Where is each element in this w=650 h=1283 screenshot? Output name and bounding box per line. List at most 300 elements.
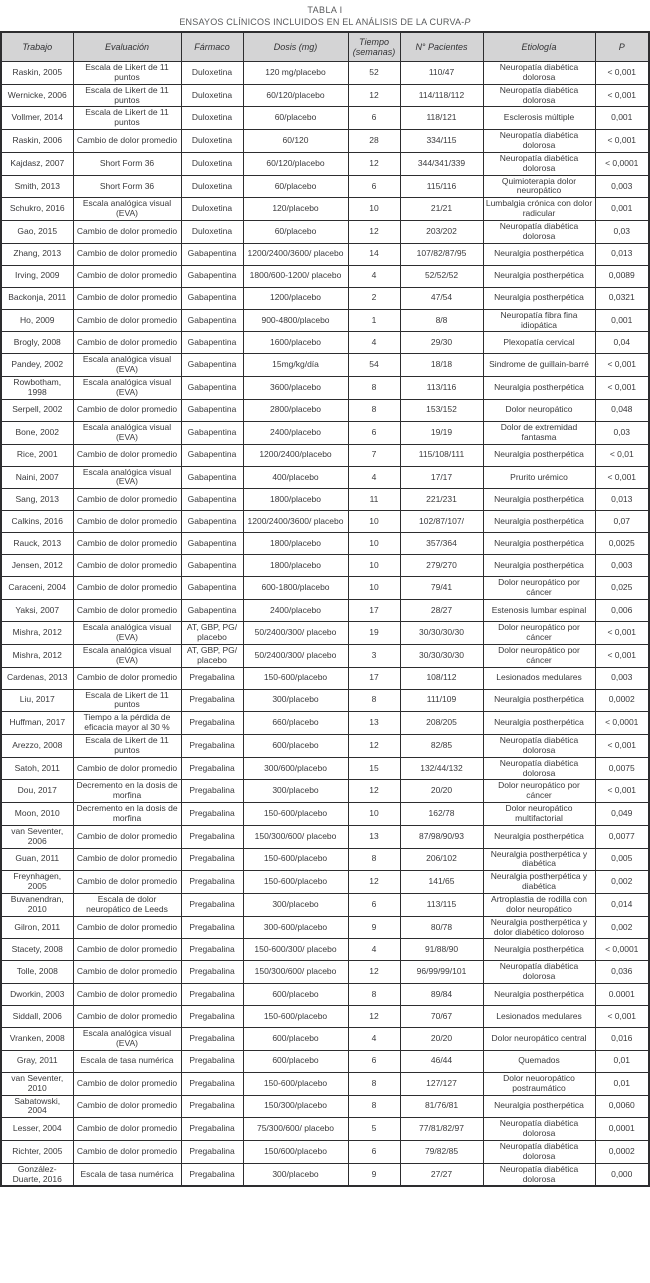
cell-farmaco: Pregabalina <box>181 1050 243 1072</box>
table-row <box>1 984 649 1006</box>
cell-tiempo: 7 <box>348 444 400 466</box>
cell-tiempo: 4 <box>348 265 400 287</box>
cell-tiempo: 12 <box>348 152 400 175</box>
cell-farmaco: Duloxetina <box>181 221 243 244</box>
cell-pacientes: 79/82/85 <box>400 1141 483 1164</box>
cell-trabajo: Schukro, 2016 <box>1 198 73 221</box>
cell-p: < 0,0001 <box>595 152 649 175</box>
column-header-farmaco: Fármaco <box>181 32 243 62</box>
table-row <box>1 198 649 221</box>
cell-pacientes: 91/88/90 <box>400 939 483 961</box>
cell-p: 0,000 <box>595 1163 649 1186</box>
cell-p: 0,013 <box>595 243 649 265</box>
cell-evaluacion: Short Form 36 <box>73 152 181 175</box>
cell-p: 0,0001 <box>595 1118 649 1141</box>
cell-trabajo: Rauck, 2013 <box>1 533 73 555</box>
cell-trabajo: van Seventer, 2010 <box>1 1072 73 1095</box>
cell-evaluacion: Cambio de dolor promedio <box>73 533 181 555</box>
cell-tiempo: 8 <box>348 984 400 1006</box>
cell-farmaco: Pregabalina <box>181 712 243 735</box>
cell-dosis: 1200/2400/3600/ placebo <box>243 511 348 533</box>
cell-dosis: 150-600/placebo <box>243 871 348 894</box>
cell-trabajo: Naini, 2007 <box>1 466 73 489</box>
cell-trabajo: Tolle, 2008 <box>1 961 73 984</box>
cell-trabajo: Sang, 2013 <box>1 489 73 511</box>
cell-farmaco: AT, GBP, PG/ placebo <box>181 644 243 667</box>
cell-farmaco: Gabapentina <box>181 555 243 577</box>
table-caption <box>0 0 650 27</box>
cell-evaluacion: Cambio de dolor promedio <box>73 489 181 511</box>
cell-trabajo: Stacety, 2008 <box>1 939 73 961</box>
cell-dosis: 60/120 <box>243 130 348 153</box>
cell-tiempo: 10 <box>348 803 400 826</box>
cell-p: 0,001 <box>595 309 649 332</box>
cell-pacientes: 20/20 <box>400 1028 483 1051</box>
cell-farmaco: Pregabalina <box>181 689 243 712</box>
cell-pacientes: 19/19 <box>400 421 483 444</box>
cell-tiempo: 11 <box>348 489 400 511</box>
cell-etiologia: Neuropatía diabética dolorosa <box>483 62 595 85</box>
table-row <box>1 939 649 961</box>
cell-evaluacion: Escala de Likert de 11 puntos <box>73 107 181 130</box>
cell-tiempo: 10 <box>348 198 400 221</box>
cell-trabajo: Dou, 2017 <box>1 780 73 803</box>
cell-farmaco: Pregabalina <box>181 1028 243 1051</box>
cell-evaluacion: Escala de Likert de 11 puntos <box>73 734 181 757</box>
cell-evaluacion: Cambio de dolor promedio <box>73 130 181 153</box>
cell-dosis: 150-600/placebo <box>243 1006 348 1028</box>
cell-tiempo: 8 <box>348 377 400 400</box>
cell-dosis: 900-4800/placebo <box>243 309 348 332</box>
cell-farmaco: Gabapentina <box>181 377 243 400</box>
table-row <box>1 893 649 916</box>
cell-tiempo: 13 <box>348 825 400 848</box>
table-row <box>1 825 649 848</box>
cell-trabajo: Huffman, 2017 <box>1 712 73 735</box>
table-row <box>1 780 649 803</box>
cell-etiologia: Neuralgia postherpética <box>483 489 595 511</box>
cell-p: 0,048 <box>595 399 649 421</box>
cell-etiologia: Quemados <box>483 1050 595 1072</box>
cell-pacientes: 279/270 <box>400 555 483 577</box>
cell-pacientes: 102/87/107/ <box>400 511 483 533</box>
cell-trabajo: Calkins, 2016 <box>1 511 73 533</box>
table-row <box>1 757 649 780</box>
column-header-dosis: Dosis (mg) <box>243 32 348 62</box>
cell-evaluacion: Cambio de dolor promedio <box>73 555 181 577</box>
cell-trabajo: Ho, 2009 <box>1 309 73 332</box>
cell-etiologia: Dolor neuropático multifactorial <box>483 803 595 826</box>
cell-evaluacion: Cambio de dolor promedio <box>73 757 181 780</box>
table-row <box>1 332 649 354</box>
cell-pacientes: 203/202 <box>400 221 483 244</box>
table-row <box>1 62 649 85</box>
cell-trabajo: Cardenas, 2013 <box>1 667 73 689</box>
cell-trabajo: Liu, 2017 <box>1 689 73 712</box>
header-row <box>1 32 649 62</box>
table-row <box>1 1050 649 1072</box>
cell-dosis: 15mg/kg/día <box>243 354 348 377</box>
cell-pacientes: 30/30/30/30 <box>400 644 483 667</box>
cell-dosis: 300/600/placebo <box>243 757 348 780</box>
cell-p: < 0,001 <box>595 622 649 645</box>
cell-etiologia: Neuralgia postherpética <box>483 265 595 287</box>
cell-dosis: 150/300/placebo <box>243 1095 348 1118</box>
cell-etiologia: Prurito urémico <box>483 466 595 489</box>
cell-trabajo: van Seventer, 2006 <box>1 825 73 848</box>
cell-evaluacion: Cambio de dolor promedio <box>73 511 181 533</box>
cell-evaluacion: Escala analógica visual (EVA) <box>73 622 181 645</box>
cell-pacientes: 113/116 <box>400 377 483 400</box>
table-row <box>1 1028 649 1051</box>
cell-pacientes: 79/41 <box>400 577 483 600</box>
cell-dosis: 60/placebo <box>243 175 348 198</box>
cell-trabajo: Serpell, 2002 <box>1 399 73 421</box>
cell-trabajo: Pandey, 2002 <box>1 354 73 377</box>
cell-dosis: 150-600/placebo <box>243 848 348 871</box>
cell-pacientes: 357/364 <box>400 533 483 555</box>
cell-dosis: 1800/placebo <box>243 489 348 511</box>
cell-trabajo: Guan, 2011 <box>1 848 73 871</box>
cell-dosis: 400/placebo <box>243 466 348 489</box>
cell-farmaco: Duloxetina <box>181 198 243 221</box>
cell-tiempo: 19 <box>348 622 400 645</box>
cell-tiempo: 4 <box>348 466 400 489</box>
cell-trabajo: Raskin, 2005 <box>1 62 73 85</box>
cell-pacientes: 18/18 <box>400 354 483 377</box>
table-row <box>1 377 649 400</box>
cell-trabajo: Lesser, 2004 <box>1 1118 73 1141</box>
cell-etiologia: Neuralgia postherpética <box>483 444 595 466</box>
cell-evaluacion: Cambio de dolor promedio <box>73 1006 181 1028</box>
cell-evaluacion: Escala analógica visual (EVA) <box>73 377 181 400</box>
cell-tiempo: 6 <box>348 107 400 130</box>
table-row <box>1 644 649 667</box>
cell-farmaco: Pregabalina <box>181 825 243 848</box>
cell-p: 0,03 <box>595 221 649 244</box>
cell-evaluacion: Decremento en la dosis de morfina <box>73 803 181 826</box>
cell-tiempo: 9 <box>348 1163 400 1186</box>
table-row <box>1 309 649 332</box>
cell-p: < 0,001 <box>595 354 649 377</box>
cell-farmaco: Pregabalina <box>181 1118 243 1141</box>
cell-p: < 0,001 <box>595 644 649 667</box>
cell-tiempo: 6 <box>348 421 400 444</box>
cell-evaluacion: Cambio de dolor promedio <box>73 600 181 622</box>
cell-trabajo: Satoh, 2011 <box>1 757 73 780</box>
cell-tiempo: 10 <box>348 533 400 555</box>
cell-pacientes: 107/82/87/95 <box>400 243 483 265</box>
table-row <box>1 152 649 175</box>
table-row <box>1 265 649 287</box>
cell-dosis: 600-1800/placebo <box>243 577 348 600</box>
cell-evaluacion: Short Form 36 <box>73 175 181 198</box>
cell-dosis: 150/300/600/ placebo <box>243 825 348 848</box>
cell-p: 0,0075 <box>595 757 649 780</box>
cell-evaluacion: Cambio de dolor promedio <box>73 444 181 466</box>
cell-tiempo: 2 <box>348 287 400 309</box>
cell-p: 0,0002 <box>595 1141 649 1164</box>
cell-etiologia: Plexopatía cervical <box>483 332 595 354</box>
cell-etiologia: Dolor neuropático central <box>483 1028 595 1051</box>
cell-p: 0,0060 <box>595 1095 649 1118</box>
cell-trabajo: Moon, 2010 <box>1 803 73 826</box>
cell-pacientes: 82/85 <box>400 734 483 757</box>
cell-etiologia: Neuralgia postherpética <box>483 243 595 265</box>
cell-farmaco: Pregabalina <box>181 961 243 984</box>
cell-trabajo: Vollmer, 2014 <box>1 107 73 130</box>
cell-farmaco: Gabapentina <box>181 511 243 533</box>
cell-dosis: 2800/placebo <box>243 399 348 421</box>
cell-evaluacion: Cambio de dolor promedio <box>73 332 181 354</box>
cell-etiologia: Neuralgia postherpética <box>483 939 595 961</box>
cell-dosis: 1200/2400/placebo <box>243 444 348 466</box>
table-row <box>1 533 649 555</box>
cell-p: < 0,01 <box>595 444 649 466</box>
table-row <box>1 1006 649 1028</box>
cell-p: 0,01 <box>595 1050 649 1072</box>
cell-evaluacion: Cambio de dolor promedio <box>73 916 181 939</box>
cell-p: < 0,001 <box>595 62 649 85</box>
cell-tiempo: 9 <box>348 916 400 939</box>
cell-farmaco: Gabapentina <box>181 287 243 309</box>
column-header-tiempo: Tiempo (semanas) <box>348 32 400 62</box>
cell-etiologia: Neuralgia postherpética <box>483 984 595 1006</box>
cell-trabajo: Zhang, 2013 <box>1 243 73 265</box>
cell-evaluacion: Escala de tasa numérica <box>73 1163 181 1186</box>
cell-pacientes: 153/152 <box>400 399 483 421</box>
cell-trabajo: Irving, 2009 <box>1 265 73 287</box>
column-header-etiologia: Etiología <box>483 32 595 62</box>
cell-p: < 0,001 <box>595 1006 649 1028</box>
cell-farmaco: Duloxetina <box>181 152 243 175</box>
cell-evaluacion: Cambio de dolor promedio <box>73 287 181 309</box>
cell-dosis: 75/300/600/ placebo <box>243 1118 348 1141</box>
cell-pacientes: 81/76/81 <box>400 1095 483 1118</box>
cell-tiempo: 12 <box>348 84 400 107</box>
cell-pacientes: 8/8 <box>400 309 483 332</box>
cell-etiologia: Neuropatía diabética dolorosa <box>483 734 595 757</box>
cell-tiempo: 4 <box>348 332 400 354</box>
cell-pacientes: 46/44 <box>400 1050 483 1072</box>
table-row <box>1 84 649 107</box>
cell-tiempo: 8 <box>348 399 400 421</box>
table-row <box>1 421 649 444</box>
cell-evaluacion: Cambio de dolor promedio <box>73 871 181 894</box>
cell-farmaco: Pregabalina <box>181 757 243 780</box>
table-row <box>1 1095 649 1118</box>
cell-p: 0,001 <box>595 107 649 130</box>
cell-etiologia: Neuropatía diabética dolorosa <box>483 1118 595 1141</box>
cell-pacientes: 89/84 <box>400 984 483 1006</box>
cell-p: 0,002 <box>595 916 649 939</box>
cell-pacientes: 118/121 <box>400 107 483 130</box>
cell-farmaco: Gabapentina <box>181 332 243 354</box>
cell-dosis: 1800/600-1200/ placebo <box>243 265 348 287</box>
cell-farmaco: Pregabalina <box>181 1095 243 1118</box>
table-row <box>1 1163 649 1186</box>
cell-pacientes: 162/78 <box>400 803 483 826</box>
cell-etiologia: Neuropatía diabética dolorosa <box>483 84 595 107</box>
cell-tiempo: 15 <box>348 757 400 780</box>
cell-evaluacion: Escala analógica visual (EVA) <box>73 644 181 667</box>
cell-dosis: 300/placebo <box>243 780 348 803</box>
table-row <box>1 961 649 984</box>
table-row <box>1 1141 649 1164</box>
cell-p: 0,07 <box>595 511 649 533</box>
cell-etiologia: Dolor neuropático por cáncer <box>483 780 595 803</box>
cell-evaluacion: Cambio de dolor promedio <box>73 667 181 689</box>
cell-tiempo: 4 <box>348 939 400 961</box>
cell-evaluacion: Escala analógica visual (EVA) <box>73 198 181 221</box>
cell-etiologia: Neuralgia postherpética <box>483 555 595 577</box>
cell-evaluacion: Escala analógica visual (EVA) <box>73 1028 181 1051</box>
cell-p: 0,003 <box>595 175 649 198</box>
table-row <box>1 444 649 466</box>
cell-farmaco: Duloxetina <box>181 62 243 85</box>
cell-dosis: 60/placebo <box>243 221 348 244</box>
cell-dosis: 1200/2400/3600/ placebo <box>243 243 348 265</box>
cell-farmaco: Duloxetina <box>181 107 243 130</box>
cell-etiologia: Dolor neuropático por cáncer <box>483 644 595 667</box>
table-row <box>1 489 649 511</box>
cell-dosis: 120/placebo <box>243 198 348 221</box>
cell-etiologia: Neuropatía diabética dolorosa <box>483 221 595 244</box>
cell-evaluacion: Cambio de dolor promedio <box>73 1095 181 1118</box>
table-subtitle <box>0 17 650 27</box>
cell-trabajo: Dworkin, 2003 <box>1 984 73 1006</box>
cell-farmaco: Gabapentina <box>181 309 243 332</box>
cell-pacientes: 80/78 <box>400 916 483 939</box>
cell-pacientes: 334/115 <box>400 130 483 153</box>
cell-p: 0.0001 <box>595 984 649 1006</box>
cell-pacientes: 108/112 <box>400 667 483 689</box>
cell-trabajo: Raskin, 2006 <box>1 130 73 153</box>
table-row <box>1 243 649 265</box>
cell-etiologia: Neuralgia postherpética <box>483 1095 595 1118</box>
cell-pacientes: 141/65 <box>400 871 483 894</box>
cell-p: 0,04 <box>595 332 649 354</box>
cell-trabajo: Brogly, 2008 <box>1 332 73 354</box>
cell-pacientes: 47/54 <box>400 287 483 309</box>
cell-evaluacion: Cambio de dolor promedio <box>73 221 181 244</box>
cell-etiologia: Neuralgia postherpética <box>483 533 595 555</box>
cell-etiologia: Neuralgia postherpética <box>483 712 595 735</box>
table-row <box>1 848 649 871</box>
cell-evaluacion: Escala de Likert de 11 puntos <box>73 689 181 712</box>
cell-dosis: 50/2400/300/ placebo <box>243 644 348 667</box>
table-row <box>1 175 649 198</box>
cell-farmaco: Pregabalina <box>181 734 243 757</box>
cell-tiempo: 8 <box>348 1072 400 1095</box>
cell-trabajo: Richter, 2005 <box>1 1141 73 1164</box>
cell-etiologia: Neuropatía fibra fina idiopática <box>483 309 595 332</box>
cell-etiologia: Neuralgia postherpética <box>483 689 595 712</box>
cell-farmaco: AT, GBP, PG/ placebo <box>181 622 243 645</box>
cell-farmaco: Pregabalina <box>181 984 243 1006</box>
cell-trabajo: Sabatowski, 2004 <box>1 1095 73 1118</box>
table-row <box>1 689 649 712</box>
cell-farmaco: Pregabalina <box>181 848 243 871</box>
cell-pacientes: 30/30/30/30 <box>400 622 483 645</box>
cell-pacientes: 77/81/82/97 <box>400 1118 483 1141</box>
table-row <box>1 555 649 577</box>
cell-pacientes: 28/27 <box>400 600 483 622</box>
clinical-trials-table <box>0 31 650 1187</box>
cell-tiempo: 3 <box>348 644 400 667</box>
cell-p: 0,003 <box>595 667 649 689</box>
table-row <box>1 667 649 689</box>
cell-tiempo: 28 <box>348 130 400 153</box>
cell-etiologia: Neuralgia postherpética y diabética <box>483 848 595 871</box>
cell-pacientes: 29/30 <box>400 332 483 354</box>
cell-tiempo: 17 <box>348 600 400 622</box>
cell-p: < 0,001 <box>595 130 649 153</box>
cell-evaluacion: Escala de Likert de 11 puntos <box>73 84 181 107</box>
table-body <box>1 62 649 1187</box>
cell-pacientes: 27/27 <box>400 1163 483 1186</box>
cell-trabajo: Rowbotham, 1998 <box>1 377 73 400</box>
table-row <box>1 916 649 939</box>
cell-pacientes: 17/17 <box>400 466 483 489</box>
cell-pacientes: 21/21 <box>400 198 483 221</box>
cell-dosis: 300/placebo <box>243 1163 348 1186</box>
cell-etiologia: Dolor de extremidad fantasma <box>483 421 595 444</box>
cell-p: 0,014 <box>595 893 649 916</box>
cell-tiempo: 17 <box>348 667 400 689</box>
cell-etiologia: Quimioterapia dolor neuropático <box>483 175 595 198</box>
cell-evaluacion: Cambio de dolor promedio <box>73 309 181 332</box>
column-header-trabajo: Trabajo <box>1 32 73 62</box>
cell-p: 0,002 <box>595 871 649 894</box>
table-row <box>1 712 649 735</box>
cell-pacientes: 52/52/52 <box>400 265 483 287</box>
cell-evaluacion: Cambio de dolor promedio <box>73 243 181 265</box>
cell-tiempo: 54 <box>348 354 400 377</box>
cell-dosis: 150-600/placebo <box>243 667 348 689</box>
cell-tiempo: 1 <box>348 309 400 332</box>
cell-farmaco: Pregabalina <box>181 803 243 826</box>
cell-dosis: 2400/placebo <box>243 600 348 622</box>
cell-evaluacion: Cambio de dolor promedio <box>73 984 181 1006</box>
cell-p: 0,001 <box>595 198 649 221</box>
cell-trabajo: Buvanendran, 2010 <box>1 893 73 916</box>
cell-tiempo: 12 <box>348 780 400 803</box>
cell-trabajo: Freynhagen, 2005 <box>1 871 73 894</box>
cell-farmaco: Gabapentina <box>181 243 243 265</box>
table-row <box>1 221 649 244</box>
cell-trabajo: Mishra, 2012 <box>1 622 73 645</box>
cell-farmaco: Duloxetina <box>181 130 243 153</box>
cell-etiologia: Esclerosis múltiple <box>483 107 595 130</box>
cell-p: < 0,0001 <box>595 712 649 735</box>
cell-dosis: 150/300/600/ placebo <box>243 961 348 984</box>
table-row <box>1 466 649 489</box>
cell-tiempo: 8 <box>348 1095 400 1118</box>
cell-dosis: 300/placebo <box>243 893 348 916</box>
cell-etiologia: Lesionados medulares <box>483 1006 595 1028</box>
cell-evaluacion: Cambio de dolor promedio <box>73 825 181 848</box>
cell-farmaco: Gabapentina <box>181 265 243 287</box>
cell-etiologia: Neuropatía diabética dolorosa <box>483 1163 595 1186</box>
cell-evaluacion: Cambio de dolor promedio <box>73 1141 181 1164</box>
cell-p: 0,03 <box>595 421 649 444</box>
cell-farmaco: Pregabalina <box>181 871 243 894</box>
cell-farmaco: Duloxetina <box>181 175 243 198</box>
cell-etiologia: Artroplastia de rodilla con dolor neuropático <box>483 893 595 916</box>
cell-etiologia: Dolor neuropático <box>483 399 595 421</box>
column-header-evaluacion: Evaluación <box>73 32 181 62</box>
